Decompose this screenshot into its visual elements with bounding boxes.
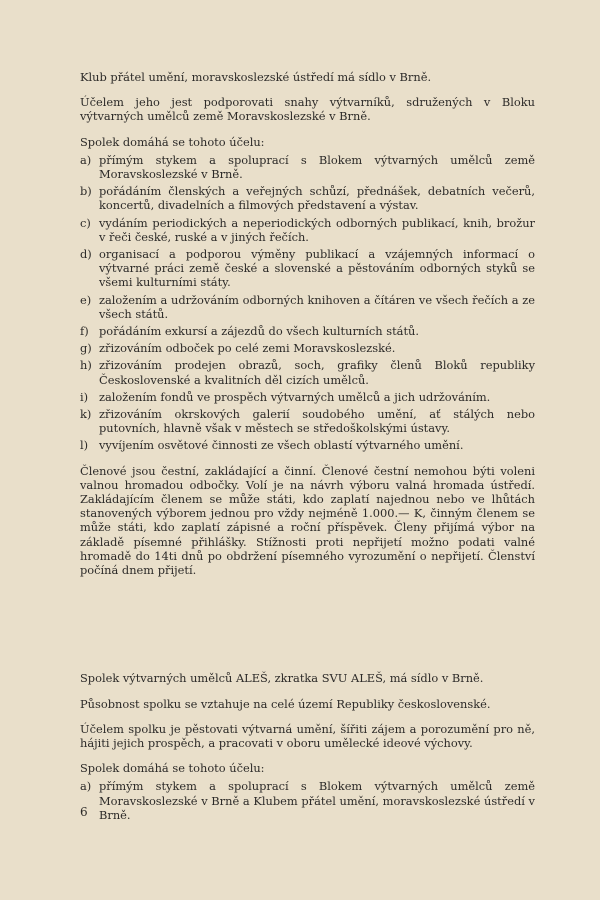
list-item: i) založením fondů ve prospěch výtvarných umělců a jich udržováním. bbox=[80, 389, 491, 404]
section1-intro: Klub přátel umění, moravskoslezské ústředí má sídlo v Brně. bbox=[80, 70, 432, 84]
section1-list bbox=[80, 153, 535, 453]
list-item: d) organisací a podporou výměny publikací a vzájemných informací o výtvarné práci země české a slovenské a pěstováním odborných styků se všemi kulturními státy. bbox=[80, 247, 535, 290]
section2-scope: Působnost spolku se vztahuje na celé území Republiky československé. bbox=[80, 696, 491, 711]
list-item: l) vyvíjením osvětové činnosti ze všech oblastí výtvarného umění. bbox=[80, 438, 464, 453]
section2-list-intro: Spolek domáhá se tohoto účelu: bbox=[80, 761, 265, 776]
list-item: h) zřizováním prodejen obrazů, soch, grafiky členů Bloků republiky Československé a kvalitních děl cizích umělců. bbox=[80, 358, 535, 387]
section1-members: Členové jsou čestní, zakládající a činní. Členové čestní nemohou býti voleni valnou hromadou odbočky. Volí je na návrh výboru valná hromada ústředí. Zakládajícím členem se může státi, kdo zaplatí najednou nebo ve lhůtách stanovených výborem jednou pro vždy nejméně 1.000.— K, činným členem se může státi, kdo zaplatí zápisné a roční příspěvek. Členy přijímá výbor na základě písemné přihlášky. Stížnosti proti nepřijetí možno podati valné hromadě do 14ti dnů po obdržení písemného vyrozumění o nepřijetí. Členství počíná dnem přijetí. bbox=[80, 463, 535, 578]
list-item: a) přímým stykem a spoluprací s Blokem výtvarných umělců země Moravskoslezské v Brně. bbox=[80, 152, 535, 182]
list-item: a) přímým stykem a spoluprací s Blokem výtvarných umělců země Moravskoslezské v Brně a Klubem přátel umění, moravskoslezské ústředí v Brně. bbox=[80, 779, 535, 822]
section2-intro: Spolek výtvarných umělců ALEŠ, zkratka SVU ALEŠ, má sídlo v Brně. bbox=[80, 671, 484, 686]
page-text bbox=[80, 70, 535, 825]
list-item: e) založením a udržováním odborných knihoven a čítáren ve všech řečích a ze všech států. bbox=[80, 292, 535, 321]
section2-list bbox=[80, 779, 535, 822]
list-item: g) zřizováním odboček po celé zemi Moravskoslezské. bbox=[80, 341, 396, 356]
list-item: c) vydáním periodických a neperiodických odborných publikací, knih, brožur v řeči české, ruské a v jiných řečích. bbox=[80, 215, 535, 244]
page-number: 6 bbox=[80, 805, 88, 819]
list-item: f) pořádáním exkursí a zájezdů do všech kulturních států. bbox=[80, 324, 419, 339]
section1-list-intro: Spolek domáhá se tohoto účelu: bbox=[80, 134, 265, 149]
list-item: b) pořádáním členských a veřejných schůzí, přednášek, debatních večerů, koncertů, divadelních a filmových představení a výstav. bbox=[80, 184, 535, 213]
section2-purpose: Účelem spolku je pěstovati výtvarná umění, šířiti zájem a porozumění pro ně, hájiti jejich prospěch, a pracovati v oboru umělecké ideové výchovy. bbox=[80, 721, 535, 750]
section1-purpose: Účelem jeho jest podporovati snahy výtvarníků, sdružených v Bloku výtvarných umělců země Moravskoslezské v Brně. bbox=[80, 95, 535, 124]
list-item: k) zřizováním okrskových galerií soudobého umění, ať stálých nebo putovních, hlavně však v městech se středoškolskými ústavy. bbox=[80, 407, 535, 436]
